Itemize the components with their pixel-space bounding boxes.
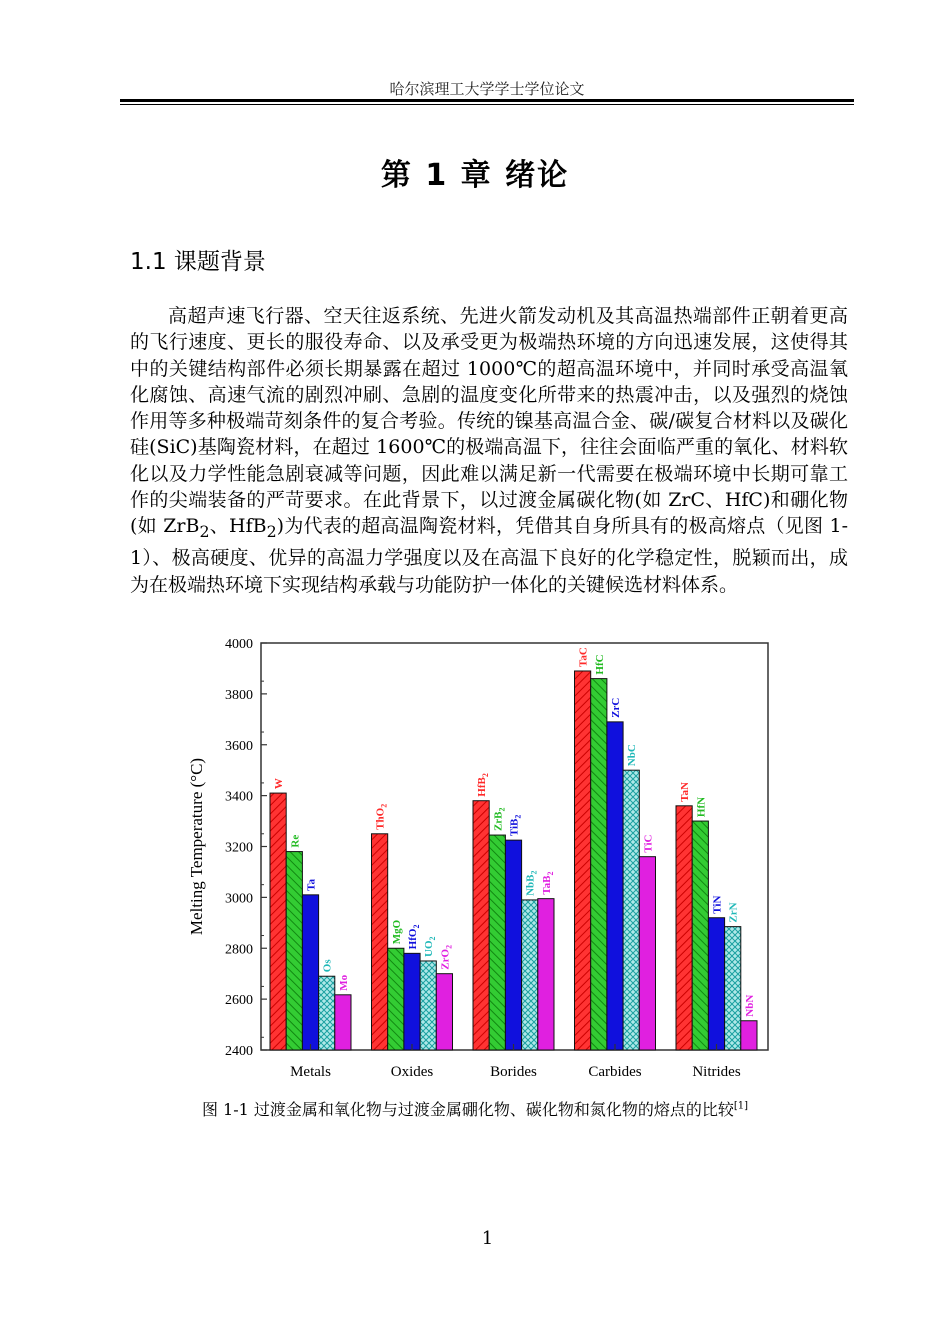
bar-oxides-tho2 (372, 834, 388, 1050)
bar-carbides-zrc (607, 722, 623, 1050)
bar-label: TiB$_2$ (508, 814, 523, 837)
bar-metals-mo (335, 995, 351, 1050)
bar-borides-nbb2 (522, 900, 538, 1050)
bar-label: MgO (390, 919, 403, 945)
melting-point-chart (180, 632, 780, 1087)
bar-label: Os (321, 959, 334, 973)
section-title: 1.1 课题背景 (130, 249, 266, 275)
bar-borides-hfb2 (473, 801, 489, 1050)
y-tick-label: 4000 (225, 637, 253, 652)
y-tick-label: 2400 (225, 1044, 253, 1059)
y-axis-label: Melting Temperature (°C) (187, 757, 206, 936)
bar-nitrides-tan (676, 806, 692, 1050)
bar-label: TaC (577, 647, 590, 667)
running-header: 哈尔滨理工大学学士学位论文 (389, 80, 585, 98)
subscript-2: 2 (266, 522, 277, 542)
paragraph-text-3: )为代表的超高温陶瓷材料，凭借其自身所具有的极高熔点（见图 1-1）、极高硬度、优异的高温力学强度以及在高温下良好的化学稳定性，脱颖而出，成为在极端热环境下实现结构承载与功能防护一体化的关键候选材料体系。 (130, 515, 848, 596)
figure-caption (0, 1097, 950, 1120)
bar-carbides-tac (575, 671, 591, 1050)
bar-carbides-tic (639, 857, 655, 1050)
y-tick-label: 3000 (225, 891, 253, 907)
header-rule-thick (120, 99, 854, 102)
bar-borides-tab2 (538, 899, 554, 1050)
y-tick-label: 2800 (225, 942, 253, 958)
bar-label: ZrO$_2$ (439, 944, 454, 970)
paragraph-text-1: 高超声速飞行器、空天往返系统、先进火箭发动机及其高温热端部件正朝着更高的飞行速度、更长的服役寿命、以及承受更为极端热环境的方向迅速发展，这使得其中的关键结构部件必须长期暴露在超过 1000℃的超高温环境中，并同时承受高温氧化腐蚀、高速气流的剧烈冲刷、急剧的温度变化所带来的热震冲击，以及强烈的烧蚀作用等多种极端苛刻条件的复合考验。传统的镍基高温合金、碳/碳复合材料以及碳化硅(SiC)基陶瓷材料，在超过 1600℃的极端高温下，往往会面临严重的氧化、材料软化以及力学性能急剧衰减等问题，因此难以满足新一代需要在极端环境中长期可靠工作的尖端装备的严苛要求。在此背景下，以过渡金属碳化物(如 ZrC、HfC)和硼化物(如 ZrB (130, 305, 848, 538)
bar-carbides-nbc (623, 770, 639, 1050)
bar-oxides-hfo2 (404, 953, 420, 1050)
x-tick-label: Carbides (588, 1064, 642, 1080)
bar-label: HfC (593, 654, 606, 675)
bar-label: NbC (626, 744, 639, 767)
bar-nitrides-nbn (741, 1021, 757, 1050)
bar-label: HfO$_2$ (407, 924, 421, 950)
bar-label: W (273, 778, 286, 790)
bar-label: ZrB$_2$ (492, 807, 507, 832)
chapter-title: 第 1 章 绪论 (380, 158, 570, 193)
y-tick-label: 2600 (225, 993, 253, 1009)
caption-text: 图 1-1 过渡金属和氧化物与过渡金属硼化物、碳化物和氮化物的熔点的比较 (201, 1100, 734, 1119)
bar-nitrides-tin (708, 918, 724, 1050)
paragraph-text-2: 、HfB (209, 515, 267, 538)
caption-reference: [1] (733, 1100, 749, 1112)
bar-metals-re (286, 852, 302, 1050)
bar-metals-ta (302, 895, 318, 1050)
subscript-1: 2 (199, 522, 210, 542)
bar-label: ZrC (610, 697, 622, 718)
bar-label: ZrN (727, 902, 740, 923)
y-tick-label: 3600 (225, 738, 253, 754)
bar-label: Mo (337, 974, 350, 991)
bar-label: TiN (711, 895, 724, 914)
bar-metals-w (270, 793, 286, 1050)
bar-borides-tib2 (505, 840, 521, 1050)
x-tick-label: Oxides (390, 1064, 434, 1080)
bar-label: Ta (305, 879, 318, 891)
bar-label: Re (289, 834, 302, 848)
bar-label: NbB$_2$ (524, 870, 539, 896)
bar-label: $UO_2$ (423, 936, 438, 957)
bar-oxides-zro2 (436, 974, 452, 1050)
bar-label: NbN (743, 994, 756, 1017)
bar-label: ThO$_2$ (374, 803, 389, 830)
bar-label: TaB$_2$ (540, 871, 555, 895)
header-rule-thin (120, 104, 854, 105)
x-tick-label: Metals (290, 1064, 331, 1080)
y-tick-label: 3400 (225, 789, 253, 805)
bar-nitrides-hfn (692, 821, 708, 1050)
bar-oxides-uo2 (420, 961, 436, 1050)
x-tick-label: Nitrides (692, 1064, 741, 1080)
page-number: 1 (481, 1228, 494, 1249)
y-tick-label: 3200 (225, 840, 253, 856)
bar-borides-zrb2 (489, 835, 505, 1050)
bar-carbides-hfc (591, 679, 607, 1050)
y-tick-label: 3800 (225, 687, 253, 703)
bar-oxides-mgo (388, 948, 404, 1050)
bar-nitrides-zrn (725, 927, 741, 1050)
bar-label: TaN (679, 782, 692, 802)
bar-metals-os (319, 976, 335, 1050)
body-paragraph (130, 303, 848, 598)
x-tick-label: Borides (490, 1064, 537, 1080)
bar-label: TiC (642, 834, 655, 853)
bar-label: HfB$_2$ (476, 773, 491, 797)
bar-label: HfN (695, 796, 708, 818)
